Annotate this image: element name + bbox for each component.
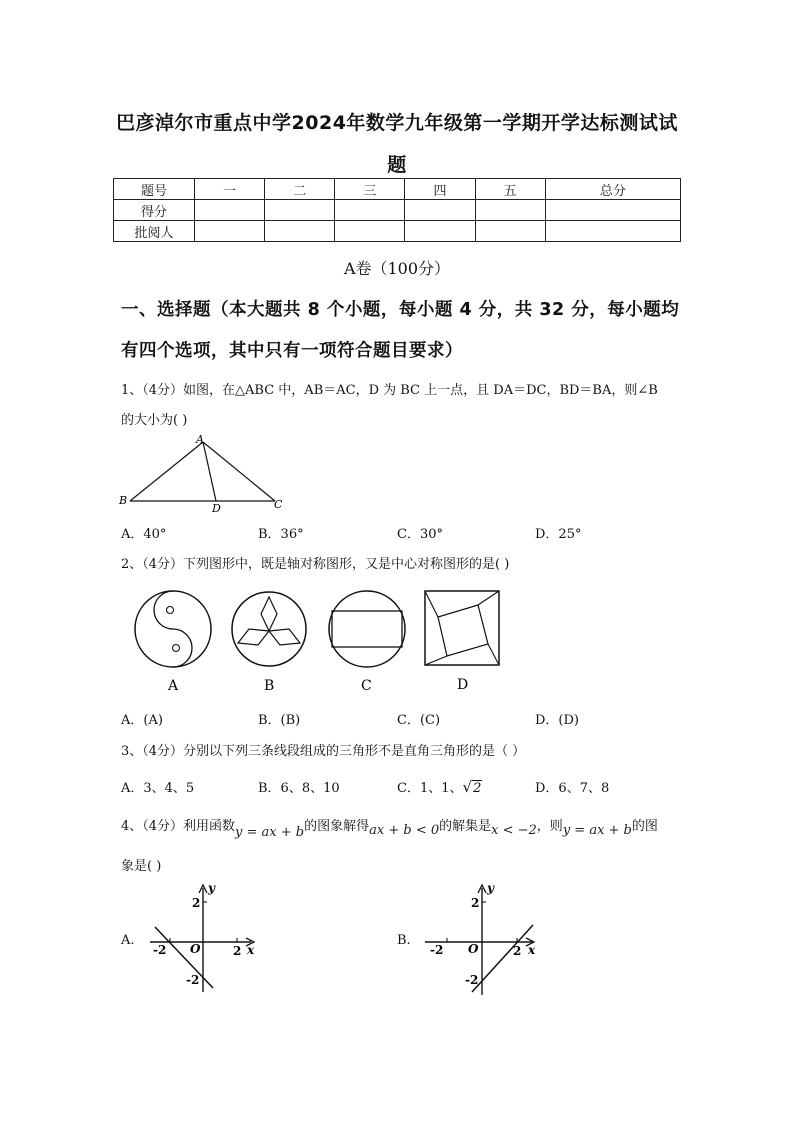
question-2-option-c[interactable]: C．(C) — [397, 713, 441, 728]
function-line — [155, 927, 213, 988]
axis-label-y: y — [208, 881, 215, 895]
question-3-option-d[interactable]: D．6、7、8 — [535, 781, 610, 796]
page-title: 巴彦淖尔市重点中学2024年数学九年级第一学期开学达标测试试 — [116, 112, 678, 134]
question-3-option-a[interactable]: A．3、4、5 — [121, 781, 195, 796]
tick-label-x-neg2: -2 — [153, 943, 167, 957]
axis-label-x: x — [247, 943, 255, 957]
score-row-label: 得分 — [114, 200, 195, 221]
score-cell — [195, 221, 265, 242]
score-row-label: 批阅人 — [114, 221, 195, 242]
tick-label-y-2: 2 — [471, 896, 480, 910]
origin-label: O — [468, 942, 479, 956]
figure-c-rectangle — [329, 591, 405, 667]
segment-ab — [130, 442, 203, 501]
question-4-graph-a — [145, 880, 260, 995]
figure-a-yin-yang — [135, 591, 211, 667]
tick-label-y-neg2: -2 — [186, 973, 200, 987]
score-table-header-cell: 四 — [405, 179, 475, 200]
question-4-option-a[interactable]: A. — [121, 933, 135, 948]
label-b: B — [119, 494, 128, 507]
sqrt-value: 2 — [473, 781, 482, 796]
question-4-mid3: ，则 — [536, 819, 563, 834]
question-2-option-a[interactable]: A．(A) — [121, 713, 163, 728]
question-4-option-b[interactable]: B. — [397, 933, 411, 948]
tick-label-x-2: 2 — [233, 944, 242, 958]
score-cell — [545, 200, 680, 221]
section-heading-line1: 一、选择题（本大题共 8 个小题，每小题 4 分，共 32 分，每小题均 — [121, 300, 680, 320]
figure-b-label: B — [264, 678, 275, 694]
question-3-option-c-text: C．1、1、 — [397, 781, 463, 796]
tick-label-x-neg2: -2 — [430, 943, 444, 957]
tick-label-y-2: 2 — [192, 896, 201, 910]
score-table-row — [114, 200, 681, 221]
formula-y-ax-b: y = ax + b — [235, 825, 305, 840]
score-table-header-cell: 一 — [195, 179, 265, 200]
question-4-mid2: 的解集是 — [439, 819, 492, 834]
figure-b-rhombi — [232, 592, 306, 666]
formula-solution-set: x < −2 — [491, 823, 537, 838]
score-cell — [405, 200, 475, 221]
question-1-text-line2: 的大小为( ) — [121, 413, 188, 428]
figure-d-squares — [425, 591, 499, 665]
section-juan-label: A卷（100分） — [343, 259, 451, 278]
question-1-option-b[interactable]: B．36° — [258, 527, 304, 542]
score-table-row — [114, 221, 681, 242]
score-cell — [265, 221, 335, 242]
tick-label-y-neg2: -2 — [465, 973, 479, 987]
score-cell — [335, 200, 405, 221]
label-a: A — [196, 433, 204, 446]
question-4-prefix: 4、（4分）利用函数 — [121, 819, 236, 834]
question-1-option-d[interactable]: D．25° — [535, 527, 582, 542]
figure-c-label: C — [361, 678, 372, 694]
section-heading-line2: 有四个选项，其中只有一项符合题目要求） — [121, 341, 463, 361]
figure-a-label: A — [168, 678, 179, 694]
score-cell — [265, 200, 335, 221]
score-cell — [335, 221, 405, 242]
question-3-text: 3、（4分）分别以下列三条线段组成的三角形不是直角三角形的是（ ） — [121, 744, 526, 759]
question-2-text: 2、（4分）下列图形中，既是轴对称图形，又是中心对称图形的是( ) — [121, 557, 510, 572]
axis-label-x: x — [528, 943, 536, 957]
score-table-header-row — [114, 179, 681, 200]
question-1-triangle-figure — [115, 430, 290, 515]
question-4-mid1: 的图象解得 — [304, 819, 370, 834]
score-table — [113, 178, 681, 242]
score-table-header-cell: 总分 — [545, 179, 680, 200]
origin-label: O — [190, 942, 201, 956]
label-d: D — [212, 502, 221, 515]
score-cell — [475, 221, 545, 242]
score-cell — [475, 200, 545, 221]
formula-inequality: ax + b < 0 — [369, 823, 440, 838]
question-1-text: 1、（4分）如图，在△ABC 中，AB＝AC，D 为 BC 上一点，且 DA＝DC，BD＝BA，则∠B — [121, 383, 658, 398]
question-2-option-d[interactable]: D．(D) — [535, 713, 579, 728]
score-table-header-cell: 题号 — [114, 179, 195, 200]
question-1-option-c[interactable]: C．30° — [397, 527, 443, 542]
function-line — [472, 925, 533, 992]
score-cell — [195, 200, 265, 221]
score-table-header-cell: 二 — [265, 179, 335, 200]
question-1-option-a[interactable]: A．40° — [121, 527, 167, 542]
score-table-header-cell: 五 — [475, 179, 545, 200]
question-3-option-c[interactable] — [397, 777, 482, 796]
question-2-option-b[interactable]: B．(B) — [258, 713, 301, 728]
score-table-header-cell: 三 — [335, 179, 405, 200]
figure-d-label: D — [457, 677, 469, 693]
question-4-graph-b — [420, 880, 540, 1000]
question-4-text-line2: 象是( ) — [121, 859, 162, 874]
formula-y-ax-b-2: y = ax + b — [562, 823, 632, 838]
axis-label-y: y — [487, 881, 494, 895]
page-title-line2: 题 — [387, 154, 407, 176]
tick-label-x-2: 2 — [513, 944, 522, 958]
label-c: C — [274, 498, 283, 511]
question-4-text — [121, 815, 658, 840]
question-2-figures — [125, 585, 510, 697]
score-cell — [545, 221, 680, 242]
sqrt-icon: √ — [462, 778, 473, 796]
question-3-option-b[interactable]: B．6、8、10 — [258, 781, 340, 796]
score-cell — [405, 221, 475, 242]
question-4-suffix: 的图 — [631, 819, 658, 834]
